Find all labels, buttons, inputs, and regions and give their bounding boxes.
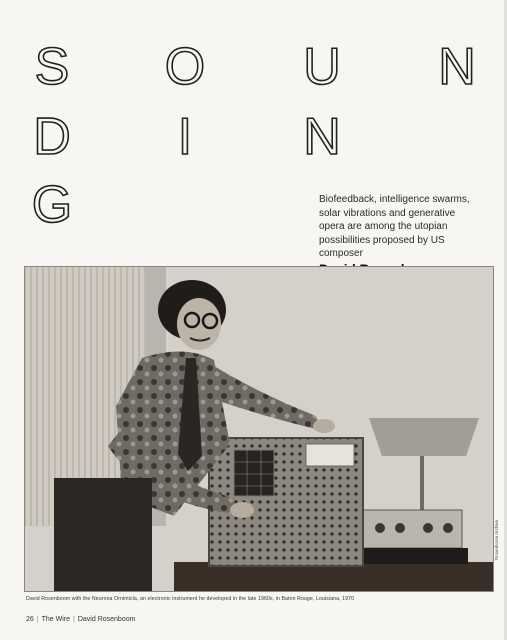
headline-letter-u <box>300 38 344 96</box>
intro-text-before: Biofeedback, intelligence swarms, solar vibrations and generative opera are among the utopian possibilities proposed by US composer <box>319 194 470 260</box>
headline-letter-i <box>163 108 207 166</box>
headline-letter-s <box>30 38 74 96</box>
svg-text:N: N <box>303 108 341 166</box>
headline-letter-o <box>163 38 207 96</box>
svg-text:U: U <box>303 38 341 96</box>
headline-letter-d <box>30 108 74 166</box>
headline-letter-n-2 <box>300 108 344 166</box>
headline-letter-n <box>435 38 479 96</box>
svg-text:S: S <box>34 38 70 96</box>
photo-credit: Rosenboom Archive <box>494 519 499 560</box>
lamp-shade <box>369 418 479 456</box>
person-trousers <box>54 478 152 592</box>
headline-letter-g <box>30 176 74 234</box>
svg-text:G: G <box>31 176 73 234</box>
photo-caption: David Rosenboom with the Neurona Ornimicla, an electronic instrument he developed in the late 1960s, in Baton Rouge, Louisiana, 1970 <box>26 596 355 602</box>
svg-text:D: D <box>33 108 71 166</box>
svg-text:O: O <box>164 38 206 96</box>
svg-text:N: N <box>438 38 476 96</box>
svg-text:I: I <box>177 108 193 166</box>
portrait-photo <box>24 266 494 592</box>
page-footer: 26 | The Wire | David Rosenboom <box>26 616 136 623</box>
page-number: 26 <box>26 616 34 623</box>
magazine-name: The Wire <box>41 616 71 623</box>
section-name: David Rosenboom <box>77 616 136 623</box>
